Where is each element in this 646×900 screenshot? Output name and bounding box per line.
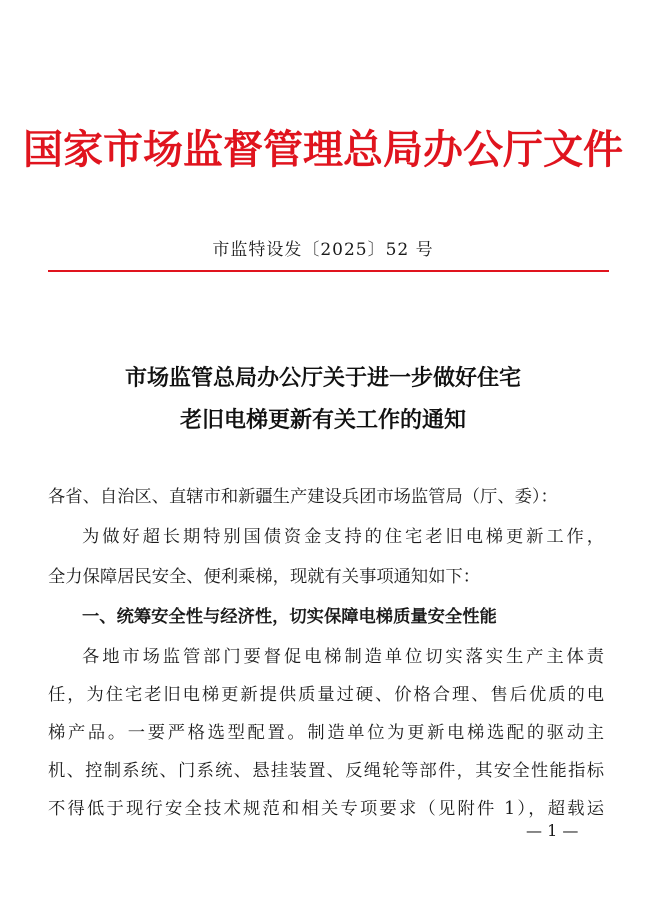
intro-line-1: 为做好超长期特别国债资金支持的住宅老旧电梯更新工作， <box>82 527 604 547</box>
paragraph-line-2: 任，为住宅老旧电梯更新提供质量过硬、价格合理、售后优质的电 <box>48 685 604 705</box>
paragraph-line-1: 各地市场监管部门要督促电梯制造单位切实落实生产主体责 <box>82 647 604 667</box>
paragraph-line-3: 梯产品。一要严格选型配置。制造单位为更新电梯选配的驱动主 <box>48 723 604 743</box>
page-number: — 1 — <box>526 821 579 840</box>
document-title-line-1: 市场监管总局办公厅关于进一步做好住宅 <box>124 366 521 391</box>
section-1-heading: 一、统筹安全性与经济性，切实保障电梯质量安全性能 <box>82 607 497 627</box>
issuer-masthead: 国家市场监督管理总局办公厅文件 <box>23 127 623 173</box>
document-number: 市监特设发〔2025〕52 号 <box>212 240 434 260</box>
addressee-line: 各省、自治区、直辖市和新疆生产建设兵团市场监管局（厅、委）： <box>48 487 558 507</box>
paragraph-line-4: 机、控制系统、门系统、悬挂装置、反绳轮等部件，其安全性能指标 <box>48 761 604 781</box>
document-title-line-2: 老旧电梯更新有关工作的通知 <box>179 408 466 433</box>
red-divider-line <box>48 270 609 272</box>
intro-line-2: 全力保障居民安全、便利乘梯，现就有关事项通知如下： <box>48 567 481 587</box>
paragraph-line-5: 不得低于现行安全技术规范和相关专项要求（见附件 1），超载运 <box>48 799 604 819</box>
